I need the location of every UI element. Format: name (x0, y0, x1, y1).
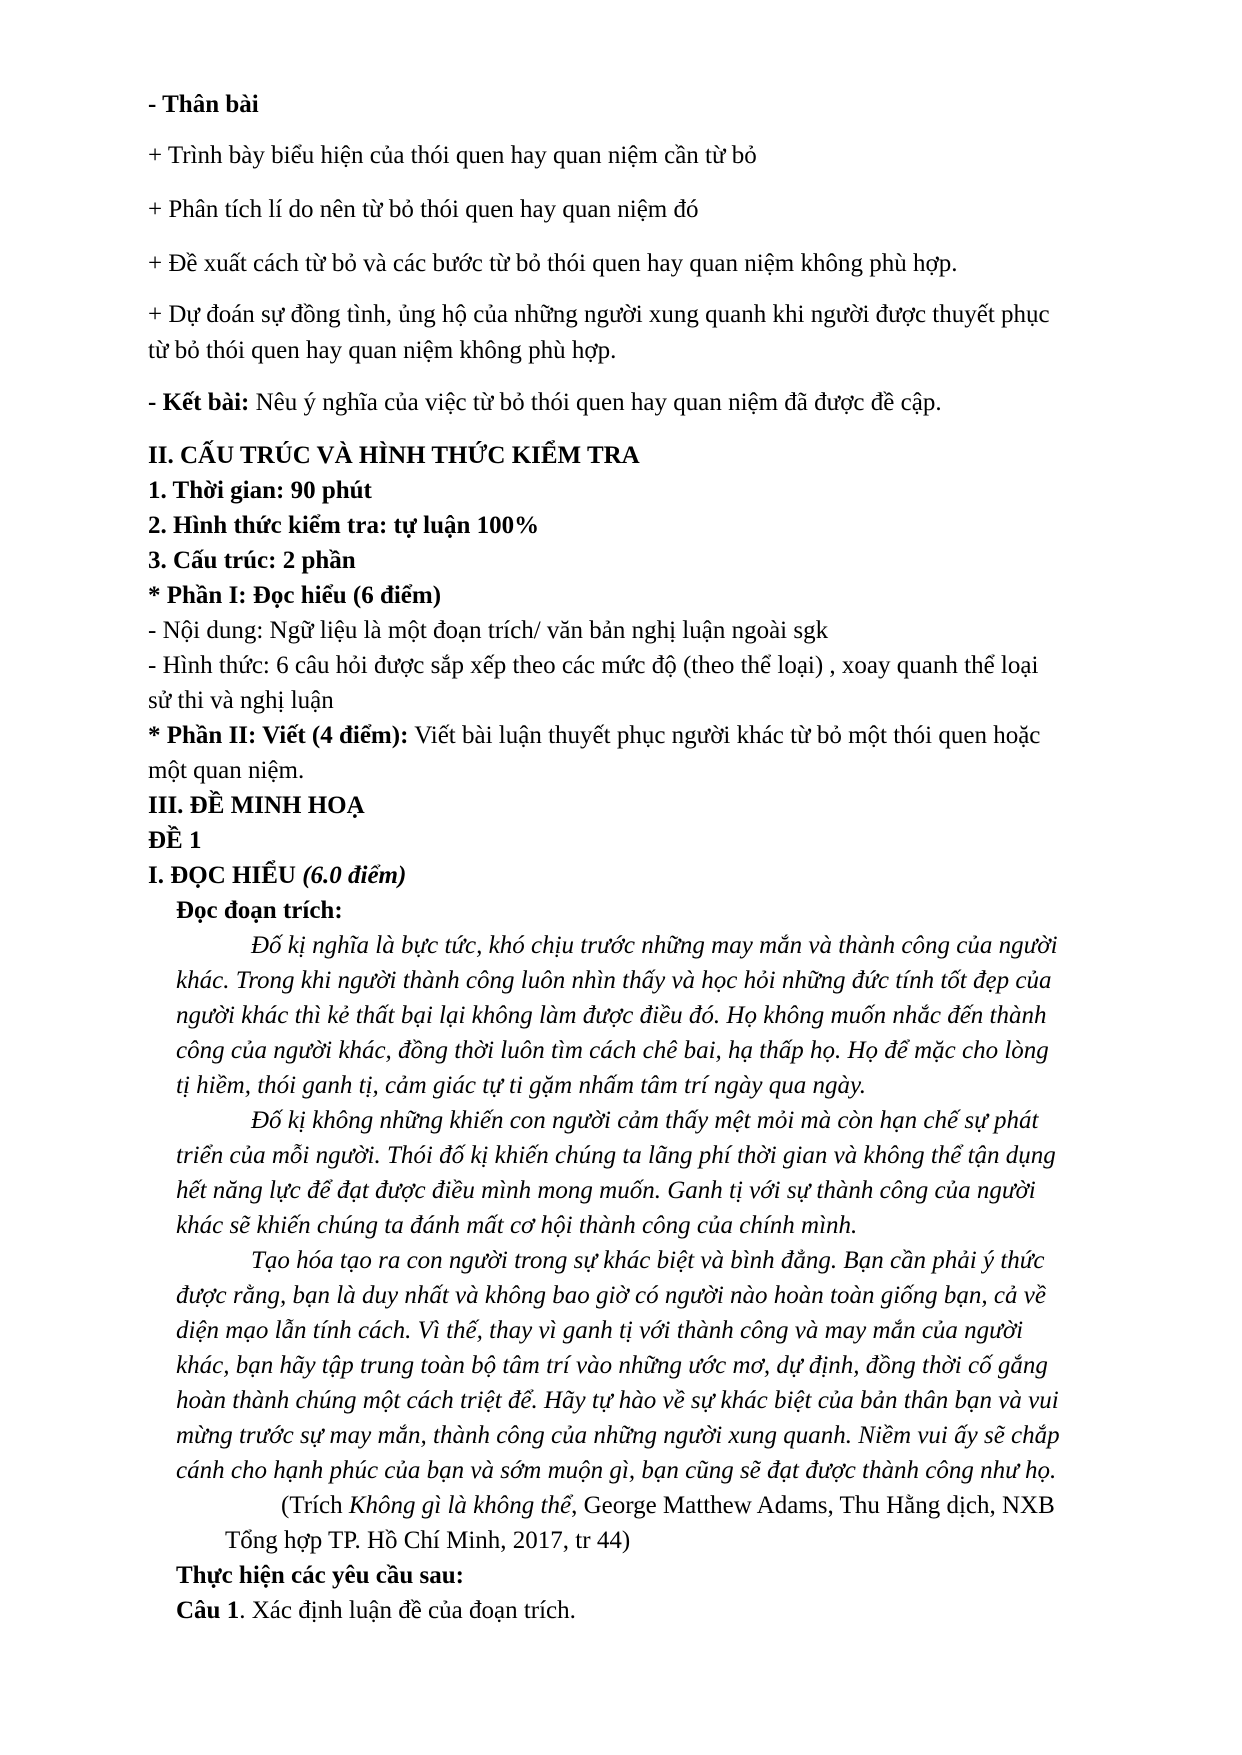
part-1-form-line-1: - Hình thức: 6 câu hỏi được sắp xếp theo các mức độ (theo thể loại) , xoay quanh thể loại (148, 652, 1039, 679)
passage-p3-line-3: diện mạo lẫn tính cách. Vì thế, thay vì ganh tị với thành công và may mắn của người (176, 1317, 1024, 1344)
passage-p3-line-1: Tạo hóa tạo ra con người trong sự khác biệt và bình đẳng. Bạn cần phải ý thức (251, 1247, 1045, 1274)
section-3-heading: III. ĐỀ MINH HOẠ (148, 792, 365, 819)
passage-p1-line-3: người khác thì kẻ thất bại lại không làm được điều đó. Họ không muốn nhắc đến thành (176, 1002, 1047, 1029)
outline-bullet-2: + Phân tích lí do nên từ bỏ thói quen hay quan niệm đó (148, 196, 699, 223)
passage-p2-line-3: hết năng lực để đạt được điều mình mong muốn. Ganh tị với sự thành công của người (176, 1177, 1036, 1204)
exam-format: 2. Hình thức kiểm tra: tự luận 100% (148, 512, 540, 539)
outline-bullet-4-line-2: từ bỏ thói quen hay quan niệm không phù hợp. (148, 337, 617, 364)
read-prompt: Đọc đoạn trích: (176, 897, 343, 924)
de-1-heading: ĐỀ 1 (148, 827, 202, 854)
question-1 (176, 1598, 576, 1623)
exam-time: 1. Thời gian: 90 phút (148, 477, 372, 504)
passage-p1-line-1: Đố kị nghĩa là bực tức, khó chịu trước những may mắn và thành công của người (251, 932, 1058, 959)
exam-structure: 3. Cấu trúc: 2 phần (148, 547, 356, 574)
part-2-text-line-1: Viết bài luận thuyết phục người khác từ bỏ một thói quen hoặc (408, 722, 1041, 749)
passage-p2-line-4: khác sẽ khiến chúng ta đánh mất cơ hội thành công của chính mình. (176, 1212, 858, 1239)
outline-bullet-1: + Trình bày biểu hiện của thói quen hay quan niệm cần từ bỏ (148, 142, 757, 169)
than-bai-label: - Thân bài (148, 91, 259, 118)
part-1-form-line-2: sử thi và nghị luận (148, 687, 334, 714)
citation-prefix: (Trích (281, 1492, 349, 1519)
passage-p3-line-4: khác, bạn hãy tập trung toàn bộ tâm trí vào những ước mơ, dự định, đồng thời cố gắng (176, 1352, 1048, 1379)
ket-bai (148, 390, 942, 415)
passage-p3-line-2: được rằng, bạn là duy nhất và không bao giờ có người nào hoàn toàn giống bạn, cả về (176, 1282, 1046, 1309)
doc-hieu-heading (148, 863, 406, 888)
part-2 (148, 723, 1040, 748)
passage-p1-line-4: công của người khác, đồng thời luôn tìm cách chê bai, hạ thấp họ. Họ để mặc cho lòng (176, 1037, 1049, 1064)
passage-p3-line-6: mừng trước sự may mắn, thành công của những người xung quanh. Niềm vui ấy sẽ chắp (176, 1422, 1060, 1449)
passage-p3-line-7: cánh cho hạnh phúc của bạn và sớm muộn gì, bạn cũng sẽ đạt được thành công như họ. (176, 1457, 1057, 1484)
citation-line-1 (281, 1493, 1055, 1518)
part-2-text-line-2: một quan niệm. (148, 757, 305, 784)
passage-p1-line-5: tị hiềm, thói ganh tị, cảm giác tự ti gặm nhấm tâm trí ngày qua ngày. (176, 1072, 866, 1099)
question-1-text: . Xác định luận đề của đoạn trích. (239, 1597, 576, 1624)
citation-title: Không gì là không thể (348, 1492, 572, 1519)
passage-p1-line-2: khác. Trong khi người thành công luôn nhìn thấy và học hỏi những đức tính tốt đẹp của (176, 967, 1052, 994)
citation-line-2: Tổng hợp TP. Hồ Chí Minh, 2017, tr 44) (225, 1527, 631, 1554)
outline-bullet-4-line-1: + Dự đoán sự đồng tình, ủng hộ của những người xung quanh khi người được thuyết phục (148, 301, 1050, 328)
section-2-heading: II. CẤU TRÚC VÀ HÌNH THỨC KIỂM TRA (148, 442, 640, 469)
passage-p2-line-1: Đố kị không những khiến con người cảm thấy mệt mỏi mà còn hạn chế sự phát (251, 1107, 1039, 1134)
passage-p2-line-2: triển của mỗi người. Thói đố kị khiến chúng ta lãng phí thời gian và không thể tận dụng (176, 1142, 1056, 1169)
doc-hieu-points: (6.0 điểm) (302, 862, 407, 889)
ket-bai-label: - Kết bài: (148, 389, 250, 416)
part-1-heading: * Phần I: Đọc hiểu (6 điểm) (148, 582, 442, 609)
part-2-label: * Phần II: Viết (4 điểm): (148, 722, 409, 749)
citation-rest: , George Matthew Adams, Thu Hằng dịch, NXB (571, 1492, 1055, 1519)
part-1-content: - Nội dung: Ngữ liệu là một đoạn trích/ văn bản nghị luận ngoài sgk (148, 617, 829, 644)
question-1-label: Câu 1 (176, 1597, 240, 1624)
ket-bai-text: Nêu ý nghĩa của việc từ bỏ thói quen hay quan niệm đã được đề cập. (249, 389, 942, 416)
doc-hieu-label: I. ĐỌC HIỂU (148, 862, 296, 889)
outline-bullet-3: + Đề xuất cách từ bỏ và các bước từ bỏ thói quen hay quan niệm không phù hợp. (148, 250, 958, 277)
passage-p3-line-5: hoàn thành chúng một cách triệt để. Hãy tự hào về sự khác biệt của bản thân bạn và vui (176, 1387, 1059, 1414)
tasks-prompt: Thực hiện các yêu cầu sau: (176, 1562, 464, 1589)
